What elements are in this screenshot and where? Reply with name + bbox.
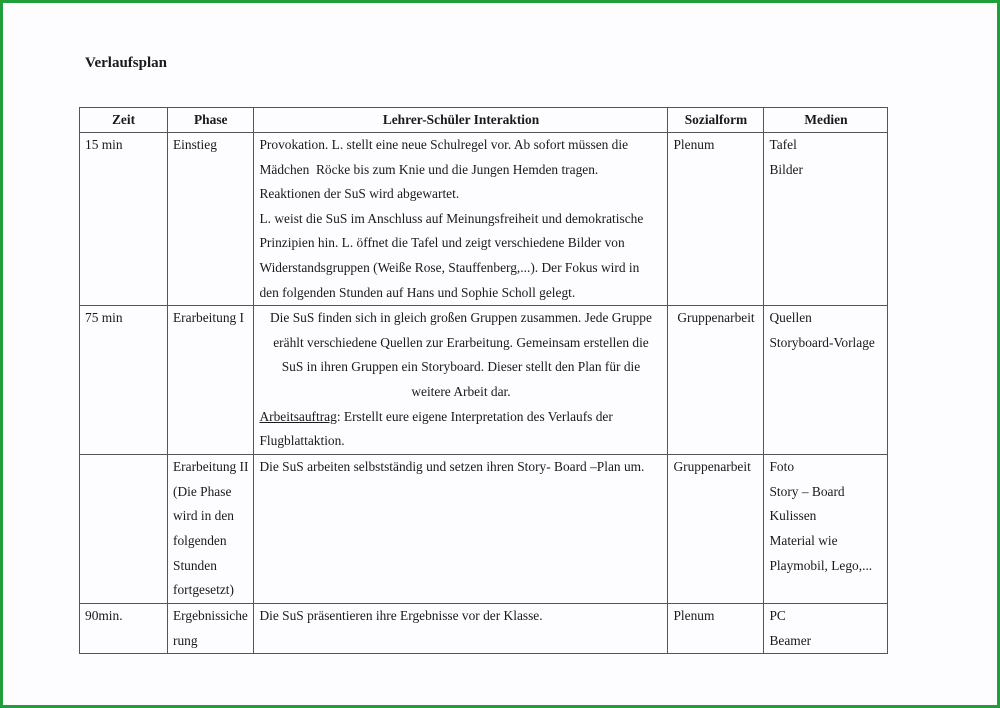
document-page <box>3 3 997 705</box>
header-medien: Medien <box>764 108 888 133</box>
medium-item: Tafel <box>769 137 797 152</box>
header-phase: Phase <box>168 108 254 133</box>
text-line: Provokation. L. stellt eine neue Schulregel vor. Ab sofort müssen die <box>259 137 629 152</box>
phase-line: Einstieg <box>173 137 217 152</box>
medium-item: Material wie <box>769 532 838 548</box>
medium-item: Foto <box>769 459 795 475</box>
text-line: Die SuS arbeiten selbstständig und setzen ihren Story- Board –Plan um. <box>259 459 645 475</box>
text-line: Widerstandsgruppen (Weiße Rose, Stauffenberg,...). Der Fokus wird in <box>259 259 640 275</box>
phase-line: Erarbeitung I <box>173 310 245 326</box>
text-line: erählt verschiedene Quellen zur Erarbeitung. Gemeinsam erstellen die <box>273 334 649 350</box>
cell-sozialform: Plenum <box>668 133 764 306</box>
phase-line: fortgesetzt) <box>173 582 234 598</box>
cell-medien <box>764 133 888 306</box>
cell-zeit: 90min. <box>80 604 168 654</box>
cell-phase <box>168 133 254 306</box>
assignment-line <box>259 405 662 430</box>
text-line: L. weist die SuS im Anschluss auf Meinungsfreiheit und demokratische <box>259 210 644 226</box>
phase-line: wird in den <box>173 508 234 524</box>
text-line: Die SuS präsentieren ihre Ergebnisse vor der Klasse. <box>259 608 543 624</box>
phase-line: Stunden <box>173 557 217 573</box>
text-line: den folgenden Stunden auf Hans und Sophie Scholl gelegt. <box>259 284 576 300</box>
cell-medien <box>764 604 888 654</box>
medium-item: Story – Board <box>769 483 845 499</box>
cell-sozialform: Gruppenarbeit <box>668 306 764 455</box>
header-zeit: Zeit <box>80 108 168 133</box>
lesson-plan-table <box>79 107 888 654</box>
header-interaktion: Lehrer-Schüler Interaktion <box>254 108 668 133</box>
text-line: Reaktionen der SuS wird abgewartet. <box>259 186 460 202</box>
text-line: Flugblattaktion. <box>259 433 345 449</box>
cell-phase <box>168 455 254 604</box>
phase-line: rung <box>173 632 198 648</box>
assignment-text: : Erstellt eure eigene Interpretation des Verlaufs der <box>336 408 613 424</box>
phase-line: Ergebnissiche <box>173 608 248 624</box>
cell-interaktion <box>254 306 668 455</box>
table-row <box>80 306 888 455</box>
medium-item: PC <box>769 608 786 624</box>
document-title: Verlaufsplan <box>85 55 167 71</box>
cell-medien <box>764 306 888 455</box>
cell-phase <box>168 306 254 455</box>
assignment-label: Arbeitsauftrag <box>259 408 337 424</box>
text-line: Die SuS finden sich in gleich großen Gruppen zusammen. Jede Gruppe <box>270 310 652 326</box>
cell-zeit: 75 min <box>80 306 168 455</box>
table-row <box>80 455 888 604</box>
table-header-row <box>80 108 888 133</box>
header-sozialform: Sozialform <box>668 108 764 133</box>
phase-line: (Die Phase <box>173 483 232 499</box>
cell-interaktion <box>254 133 668 306</box>
cell-phase <box>168 604 254 654</box>
cell-sozialform: Plenum <box>668 604 764 654</box>
medium-item: Bilder <box>769 161 803 177</box>
phase-line: folgenden <box>173 532 227 548</box>
table-row <box>80 604 888 654</box>
text-line: SuS in ihren Gruppen ein Storyboard. Dieser stellt den Plan für die <box>281 359 641 375</box>
cell-sozialform: Gruppenarbeit <box>668 455 764 604</box>
text-line: Prinzipien hin. L. öffnet die Tafel und zeigt verschiedene Bilder von <box>259 235 625 251</box>
table-row <box>80 133 888 306</box>
cell-zeit <box>80 455 168 604</box>
text-line: weitere Arbeit dar. <box>411 383 511 399</box>
medium-item: Playmobil, Lego,... <box>769 557 873 573</box>
cell-interaktion <box>254 455 668 604</box>
cell-interaktion <box>254 604 668 654</box>
cell-zeit: 15 min <box>80 133 168 306</box>
medium-item: Beamer <box>769 632 812 648</box>
phase-line: Erarbeitung II <box>173 459 249 475</box>
cell-medien <box>764 455 888 604</box>
medium-item: Kulissen <box>769 508 817 524</box>
medium-item: Quellen <box>769 310 812 326</box>
medium-item: Storyboard-Vorlage <box>769 334 875 350</box>
text-line: Mädchen Röcke bis zum Knie und die Jungen Hemden tragen. <box>259 161 599 177</box>
